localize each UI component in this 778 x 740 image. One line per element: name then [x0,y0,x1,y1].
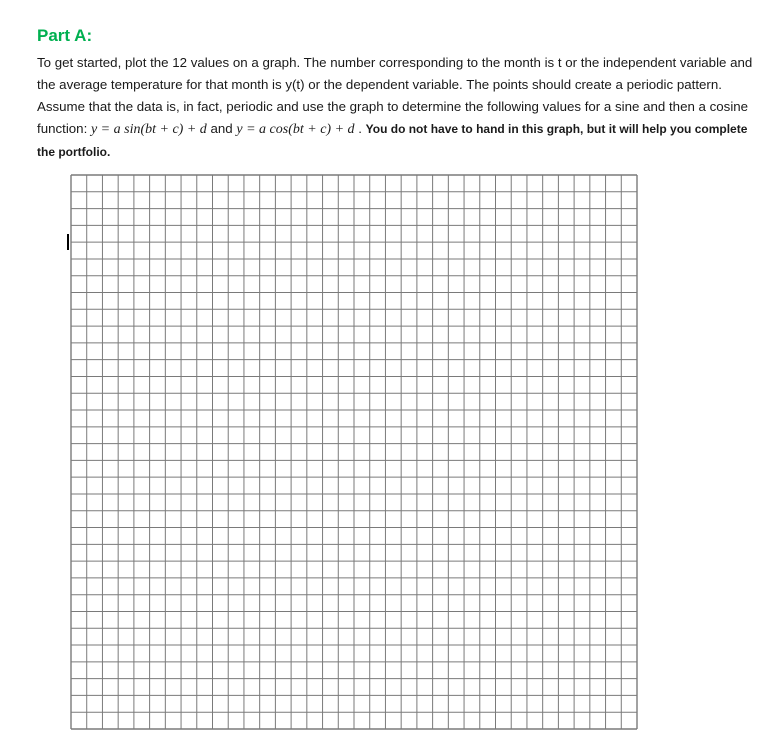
text-cursor [67,234,69,250]
cosine-formula: y = a cos(bt + c) + d [236,122,355,137]
instructions-paragraph [37,52,757,163]
bold-note: You do not have to hand in this graph, but it will help you complete the portfolio. [37,122,748,159]
graph-paper-grid [70,174,638,730]
sine-formula: y = a sin(bt + c) + d [90,122,207,137]
formula-period: . [354,121,366,136]
formula-joiner: and [206,121,237,136]
instructions-text: To get started, plot the 12 values on a graph. The number corresponding to the month is t or the independent variable and the average temperature for that month is y(t) or the dependent variable. The points should create a periodic pattern. Assume that the data is, in fact, periodic and use the graph to determine the following values for a sine and then a cosine function: [37,55,753,136]
part-a-heading: Part A: [37,26,93,45]
